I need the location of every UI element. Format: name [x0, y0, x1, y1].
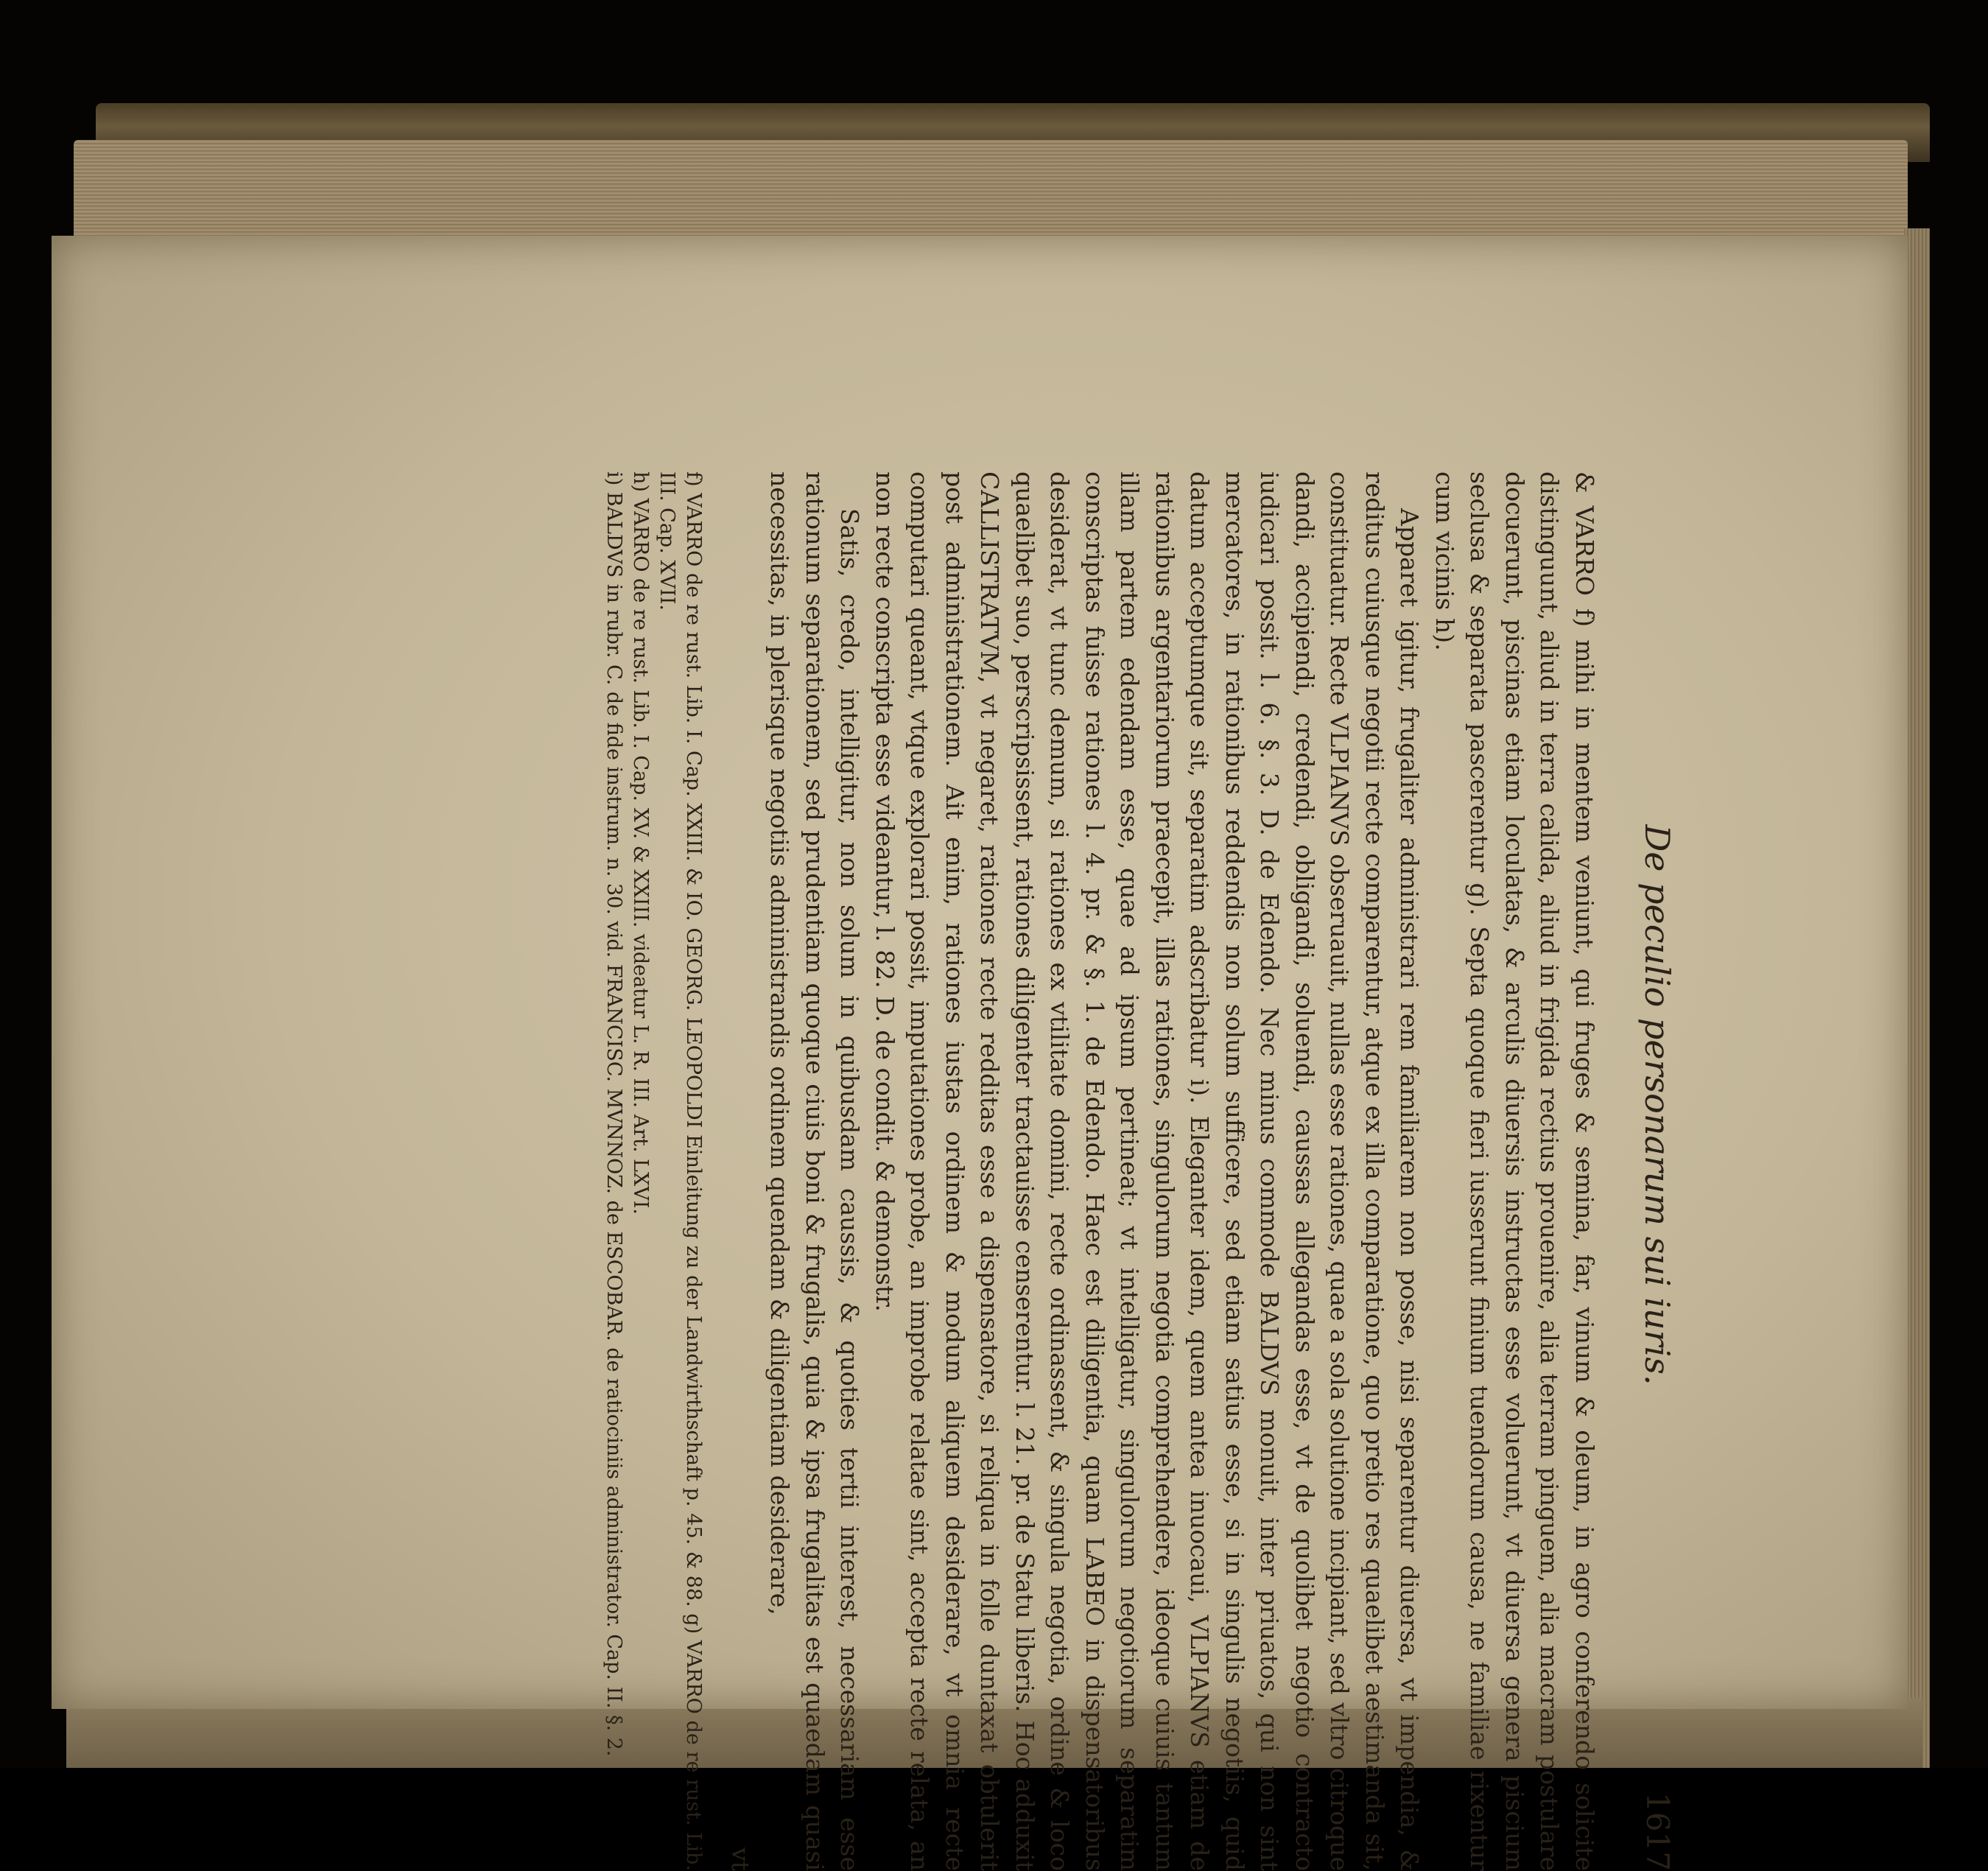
paragraph: & VARRO f) mihi in mentem veniunt, qui fruges & semina, far, vinum & oleum, in agro conferendo solicite distinguunt, aliud in terra calida, aliud in frigida rectius prouenire, alia terram pinguem, alia macram postulare docuerunt, piscinas etiam loculatas, & arculis diuersis instructas esse voluerunt, vt diuersa genera piscium seclusa & separata pascerentur g). Septa quoque fieri iusserunt finium tuendorum causa, ne familiae rixentur cum vicinis h). — [1430, 471, 1599, 1871]
running-head: De peculio personarum sui iuris. — [1637, 824, 1677, 1386]
right-page-edge — [1904, 228, 1930, 1768]
footnote: i) BALDVS in rubr. C. de fide instrum. n. 30. vid. FRANCISC. MVNNOZ. de ESCOBAR. de ratiociniis administrator. Cap. II. §. 2. — [603, 471, 626, 1757]
footnote: f) VARRO de re rust. Lib. I. Cap. XXIII. & IO. GEORG. LEOPOLDI Einleitung zu der Landwirthschaft p. 45. & 88. g) VARRO de re rust. Lib. III. Cap. XVII. — [656, 471, 706, 1871]
footnotes — [601, 471, 707, 1871]
paragraph: Satis, credo, intelligitur, non solum in quibusdam caussis, & quoties tertii interest, necessariam esse rationum separationem, sed prudentiam quoque ciuis boni & frugalis, quia & ipsa frugalitas est quaedam quasi necessitas, in plerisque negotiis administrandis ordinem quendam & diligentiam desiderare, — [765, 471, 865, 1871]
footnote: h) VARRO de re rust. Lib. I. Cap. XV. & XXIII. videatur L. R. III. Art. LXVI. — [629, 471, 653, 1215]
page-header — [1632, 471, 1683, 1871]
page-body — [601, 471, 1603, 1871]
rotated-text-block — [195, 471, 1683, 1871]
page-edges — [74, 140, 1908, 250]
page-number: 1617 — [1640, 1792, 1676, 1871]
catchword: vt — [726, 1847, 755, 1871]
paragraph: Apparet igitur, frugaliter administrari rem familiarem non posse, nisi separentur diuersa, vt impendia, & reditus cuiusque negotii recte comparentur, atque ex illa comparatione, quo pretio res quaelibet aestimanda sit, constituatur. Recte VLPIANVS obseruauit, nullas esse rationes, quae a sola solutione incipiant, sed vltro citroque dandi, accipiendi, credendi, obligandi, soluendi, caussas allegandas esse, vt de quolibet negotio contracto iudicari possit. l. 6. §. 3. D. de Edendo. Nec minus commode BALDVS monuit, inter priuatos, qui non sint mercatores, in rationibus reddendis non solum sufficere, sed etiam satius esse, si in singulis negotiis, quid datum acceptumque sit, separatim adscribatur i). Eleganter idem, quem antea inuocaui, VLPIANVS etiam de rationibus argentariorum praecepit, illas rationes, singulorum negotia comprehendere, ideoque cuiuis tantum illam partem edendam esse, quae ad ipsum pertineat; vt intelligatur, singulorum negotiorum separatim conscriptas fuisse rationes l. 4. pr. & §. 1. de Edendo. Haec est diligentia, quam LABEO in dispensatoribus desiderat, vt tunc demum, si rationes ex vtilitate domini, recte ordinassent, & singula negotia, ordine & loco quaelibet suo, perscripsissent, rationes diligenter tractauisse censerentur. l. 21. pr. de Statu liberis. Hoc adduxit CALLISTRATVM, vt negaret, rationes recte redditas esse a dispensatore, si reliqua in folle duntaxat obtulerit post administrationem. Ait enim, rationes iustas ordinem & modum aliquem desiderare, vt omnia recte computari queant, vtque explorari possit, imputationes probe, an improbe relatae sint, accepta recte relata, an non recte conscripta esse videantur, l. 82. D. de condit. & demonstr. — [871, 471, 1425, 1871]
